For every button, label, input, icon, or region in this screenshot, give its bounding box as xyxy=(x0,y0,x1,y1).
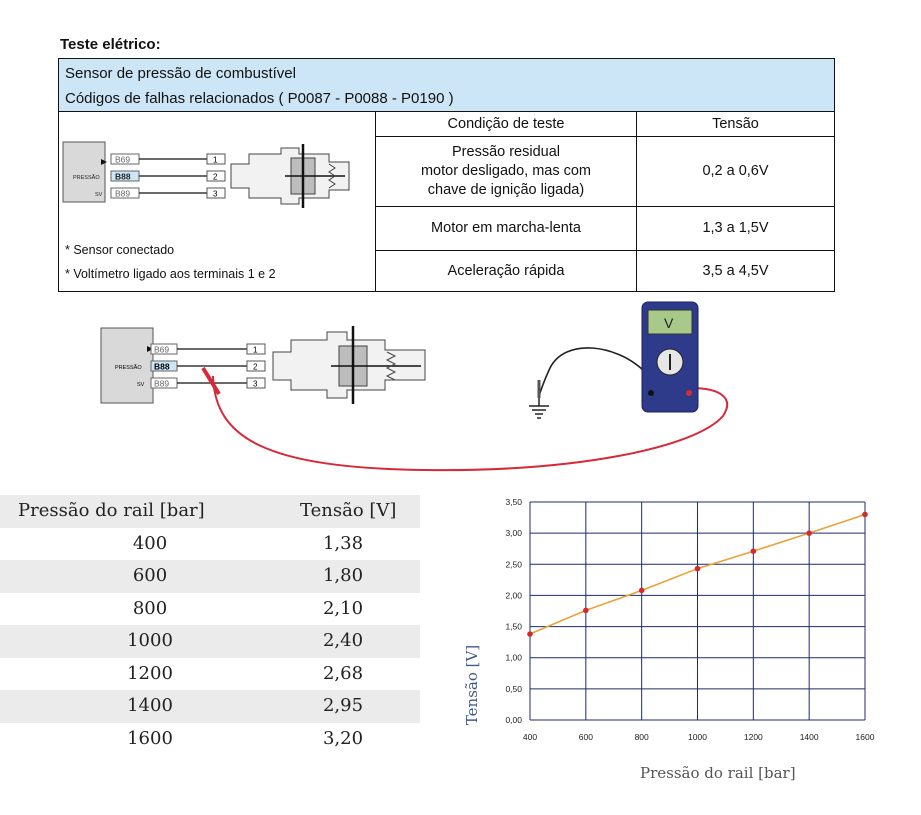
col-header-voltage: Tensão xyxy=(637,112,835,136)
voltage-cell: 1,3 a 1,5V xyxy=(637,206,835,250)
pin-label: B69 xyxy=(154,344,170,355)
x-axis-ticks xyxy=(523,732,875,742)
table-row xyxy=(0,723,420,756)
pressure-cell: 600 xyxy=(132,565,168,586)
pin-label: B89 xyxy=(154,378,170,389)
info-header xyxy=(59,59,834,112)
y-axis-label: Tensão [V] xyxy=(463,644,481,726)
voltage-cell: 2,68 xyxy=(322,662,364,684)
multimeter-icon xyxy=(642,302,698,412)
pin-name: SV xyxy=(95,192,103,198)
connector-diagram xyxy=(59,124,374,244)
sensor-title: Sensor de pressão de combustível xyxy=(65,65,296,82)
pressure-cell: 1200 xyxy=(127,662,173,684)
condition-line: Pressão residual xyxy=(452,143,560,160)
terminal-number: 1 xyxy=(253,345,258,355)
voltage-cell: 3,5 a 4,5V xyxy=(637,250,835,291)
col-header-condition: Condição de teste xyxy=(376,112,637,136)
data-point xyxy=(806,530,812,536)
voltage-cell: 2,40 xyxy=(322,630,364,651)
terminal-number: 2 xyxy=(213,172,218,182)
pressure-sensor-drawing xyxy=(231,144,349,208)
data-point xyxy=(583,608,589,614)
page-heading: Teste elétrico: xyxy=(60,36,161,53)
pin-label: B89 xyxy=(115,188,131,199)
x-tick-label: 400 xyxy=(522,732,538,742)
voltage-cell: 2,95 xyxy=(322,695,364,716)
pin-label: B88 xyxy=(154,361,170,372)
condition-cell xyxy=(376,136,637,206)
x-tick-label: 1000 xyxy=(688,732,707,742)
y-tick-label: 3,00 xyxy=(505,528,522,539)
pressure-cell: 800 xyxy=(132,597,168,619)
terminal-number: 3 xyxy=(213,189,218,199)
data-point xyxy=(639,588,645,594)
red-probe-tip xyxy=(203,368,219,394)
pressure-sensor-drawing xyxy=(273,326,425,404)
table-header-row xyxy=(0,495,420,528)
terminal-number: 3 xyxy=(253,379,258,389)
terminal-number: 1 xyxy=(213,155,218,165)
header-pressure: Pressão do rail [bar] xyxy=(18,500,205,521)
pressure-cell: 1600 xyxy=(127,727,173,749)
condition-line: chave de ignição ligada) xyxy=(427,181,585,198)
sensor-info-table xyxy=(58,58,835,292)
x-axis-label: Pressão do rail [bar] xyxy=(640,764,796,782)
x-tick-label: 600 xyxy=(578,732,593,742)
black-probe-lead xyxy=(539,348,643,396)
fault-codes: Códigos de falhas relacionados ( P0087 - P0088 - P0190 ) xyxy=(65,90,454,107)
data-point xyxy=(527,631,533,637)
y-tick-label: 0,50 xyxy=(505,683,522,694)
multimeter-display: V xyxy=(664,315,674,331)
table-row xyxy=(0,625,420,658)
table-row xyxy=(0,658,420,691)
voltage-cell: 0,2 a 0,6V xyxy=(637,136,835,206)
y-tick-label: 1,50 xyxy=(505,621,522,632)
data-point xyxy=(862,512,868,518)
x-tick-label: 800 xyxy=(634,732,649,742)
pressure-cell: 1400 xyxy=(127,695,173,716)
pin-name: PRESSÃO xyxy=(73,175,100,181)
test-conditions-table xyxy=(376,112,834,291)
data-point xyxy=(695,566,701,572)
y-tick-label: 2,00 xyxy=(505,590,522,601)
header-voltage: Tensão [V] xyxy=(300,500,397,521)
note-sensor-connected: * Sensor conectado xyxy=(65,243,175,257)
y-tick-label: 2,50 xyxy=(505,559,522,570)
ground-icon xyxy=(529,398,549,418)
table-row xyxy=(0,593,420,626)
terminal-number: 2 xyxy=(253,362,258,372)
connector-diagram-panel xyxy=(59,112,376,292)
pin-label: B69 xyxy=(115,154,131,165)
pressure-cell: 400 xyxy=(132,532,168,554)
pin-name: SV xyxy=(137,382,145,388)
condition-line: motor desligado, mas com xyxy=(420,162,592,179)
x-tick-label: 1400 xyxy=(799,732,819,742)
pressure-cell: 1000 xyxy=(127,630,173,651)
voltage-cell: 1,38 xyxy=(322,532,364,554)
note-voltmeter: * Voltímetro ligado aos terminais 1 e 2 xyxy=(65,267,276,281)
pressure-voltage-table xyxy=(0,495,420,755)
data-point xyxy=(751,548,757,554)
table-row xyxy=(0,528,420,561)
voltage-cell: 3,20 xyxy=(322,727,364,749)
voltage-cell: 2,10 xyxy=(322,597,364,619)
x-tick-label: 1600 xyxy=(855,732,875,742)
y-tick-label: 1,00 xyxy=(505,652,522,663)
pin-label: B88 xyxy=(115,171,131,182)
table-row xyxy=(0,560,420,593)
x-tick-label: 1200 xyxy=(743,732,763,742)
chart-grid xyxy=(530,502,865,720)
multimeter-wiring-diagram xyxy=(95,298,745,478)
condition-cell: Aceleração rápida xyxy=(376,250,637,291)
voltage-pressure-chart xyxy=(455,490,900,790)
y-axis-ticks xyxy=(505,497,522,725)
voltage-cell: 1,80 xyxy=(322,565,364,586)
condition-cell: Motor em marcha-lenta xyxy=(376,206,637,250)
table-row xyxy=(0,690,420,723)
y-tick-label: 0,00 xyxy=(505,715,522,725)
y-tick-label: 3,50 xyxy=(505,497,522,507)
pin-name: PRESSÃO xyxy=(115,365,142,371)
